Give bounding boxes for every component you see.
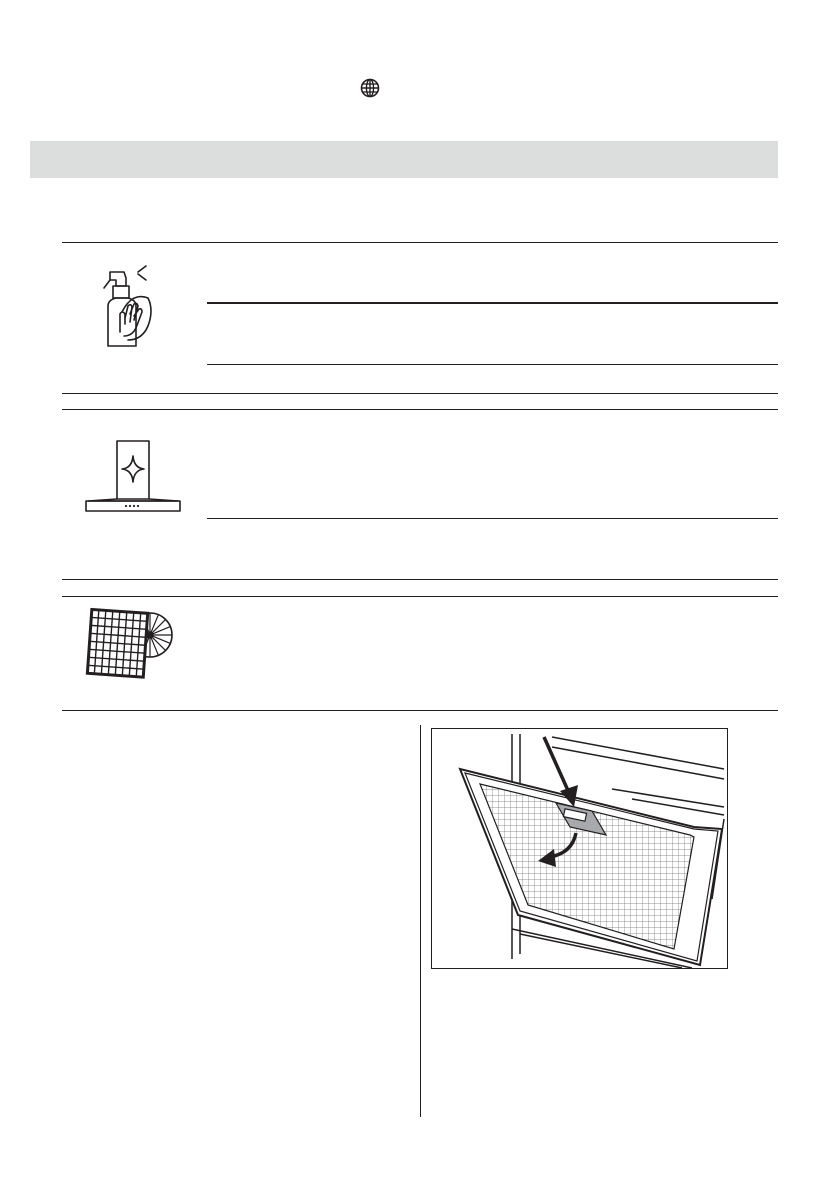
globe-icon xyxy=(360,78,380,98)
section-divider xyxy=(62,409,778,410)
section-divider xyxy=(62,596,778,597)
charcoal-filter-icon xyxy=(80,603,176,683)
section-divider xyxy=(62,393,778,394)
row-divider xyxy=(207,302,778,304)
spray-cleaning-icon xyxy=(98,262,158,352)
section-divider xyxy=(62,710,778,711)
row-divider xyxy=(207,364,778,365)
hood-clean-icon xyxy=(84,438,182,518)
grease-filter-removal-illustration xyxy=(431,728,728,969)
column-divider xyxy=(420,725,421,1117)
row-divider xyxy=(207,518,778,519)
section-banner xyxy=(30,141,778,178)
section-divider xyxy=(62,242,778,243)
section-divider xyxy=(62,579,778,580)
